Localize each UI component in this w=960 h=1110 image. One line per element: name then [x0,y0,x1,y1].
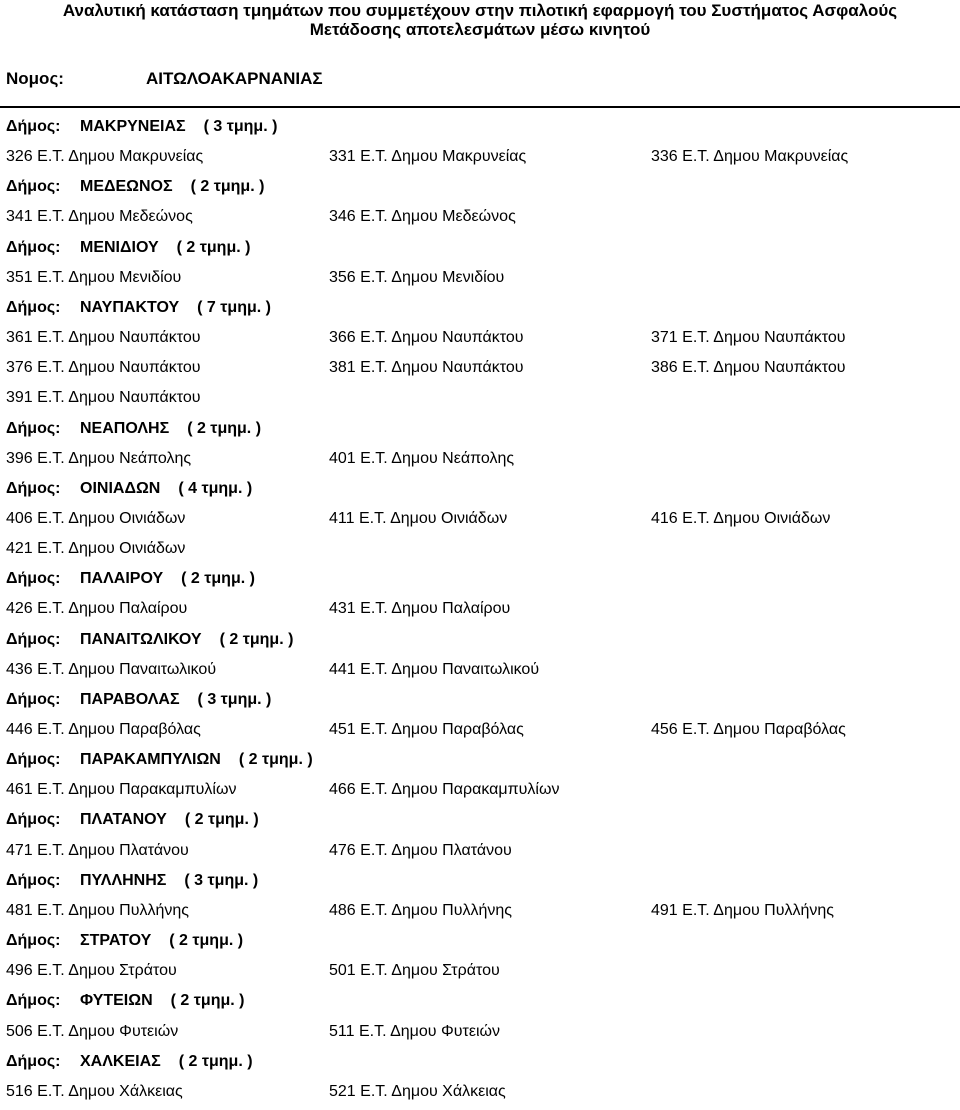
municipality-header [6,992,244,1010]
municipality-name: ΠΑΡΑΒΟΛΑΣ [80,690,180,708]
municipality-name: ΠΑΡΑΚΑΜΠΥΛΙΩΝ [80,751,221,769]
polling-section: 326 Ε.Τ. Δημου Μακρυνείας [6,148,204,166]
polling-section: 331 Ε.Τ. Δημου Μακρυνείας [329,148,527,166]
prefecture-name: ΑΙΤΩΛΟΑΚΑΡΝΑΝΙΑΣ [146,69,323,88]
polling-section: 346 Ε.Τ. Δημου Μεδεώνος [329,208,516,226]
polling-section: 401 Ε.Τ. Δημου Νεάπολης [329,449,515,467]
polling-section: 521 Ε.Τ. Δημου Χάλκειας [329,1082,506,1100]
section-count: ( 3 τμημ. ) [184,871,259,889]
section-count: ( 2 τμημ. ) [238,751,313,769]
polling-section: 451 Ε.Τ. Δημου Παραβόλας [329,721,524,738]
municipality-label: Δήμος: [6,419,61,437]
polling-section: 481 Ε.Τ. Δημου Πυλλήνης [6,901,189,919]
polling-section: 376 Ε.Τ. Δημου Ναυπάκτου [6,359,201,377]
prefecture-header [6,69,323,89]
municipality-label: Δήμος: [6,1052,61,1070]
municipality-header [6,480,252,498]
polling-section: 356 Ε.Τ. Δημου Μενιδίου [329,268,505,286]
section-count: ( 2 τμημ. ) [181,570,255,588]
polling-section: 421 Ε.Τ. Δημου Οινιάδων [6,540,186,558]
municipality-label: Δήμος: [6,178,61,196]
municipality-label: Δήμος: [6,118,61,135]
polling-section: 471 Ε.Τ. Δημου Πλατάνου [6,841,189,859]
municipality-header [6,751,313,769]
municipality-name: ΧΑΛΚΕΙΑΣ [80,1052,161,1070]
municipality-name: ΠΑΝΑΙΤΩΛΙΚΟΥ [80,630,202,648]
municipality-name: ΦΥΤΕΙΩΝ [80,992,153,1010]
section-count: ( 2 τμημ. ) [184,811,259,829]
municipality-header [6,420,261,438]
municipality-header [6,811,259,829]
municipality-label: Δήμος: [6,932,61,950]
polling-section: 441 Ε.Τ. Δημου Παναιτωλικού [329,660,540,678]
municipality-name: ΣΤΡΑΤΟΥ [80,932,152,950]
polling-section: 486 Ε.Τ. Δημου Πυλλήνης [329,901,512,919]
polling-section: 516 Ε.Τ. Δημου Χάλκειας [6,1082,183,1100]
polling-section: 411 Ε.Τ. Δημου Οινιάδων [329,509,508,527]
polling-section: 406 Ε.Τ. Δημου Οινιάδων [6,509,186,527]
polling-section: 371 Ε.Τ. Δημου Ναυπάκτου [651,329,846,347]
section-count: ( 3 τμημ. ) [197,690,272,708]
municipality-header [6,631,293,649]
polling-section: 386 Ε.Τ. Δημου Ναυπάκτου [651,359,846,377]
municipality-name: ΟΙΝΙΑΔΩΝ [80,479,161,497]
section-count: ( 7 τμημ. ) [197,298,271,316]
municipality-header [6,239,250,257]
polling-section: 391 Ε.Τ. Δημου Ναυπάκτου [6,389,201,407]
municipality-label: Δήμος: [6,751,61,769]
polling-section: 446 Ε.Τ. Δημου Παραβόλας [6,721,201,738]
section-count: ( 2 τμημ. ) [178,1052,253,1070]
prefecture-label: Νομος: [6,69,64,88]
municipality-label: Δήμος: [6,992,61,1010]
polling-section: 456 Ε.Τ. Δημου Παραβόλας [651,721,846,738]
municipality-header [6,178,264,196]
municipality-name: ΝΕΑΠΟΛΗΣ [80,419,170,437]
municipality-label: Δήμος: [6,479,61,497]
polling-section: 496 Ε.Τ. Δημου Στράτου [6,962,177,980]
polling-section: 501 Ε.Τ. Δημου Στράτου [329,962,500,980]
section-count: ( 2 τμημ. ) [219,630,294,648]
municipality-name: ΠΛΑΤΑΝΟΥ [80,811,167,829]
polling-section: 491 Ε.Τ. Δημου Πυλλήνης [651,901,834,919]
municipality-name: ΠΑΛΑΙΡΟΥ [80,570,164,588]
section-count: ( 2 τμημ. ) [190,178,265,196]
polling-section: 416 Ε.Τ. Δημου Οινιάδων [651,509,831,527]
polling-section: 351 Ε.Τ. Δημου Μενιδίου [6,268,182,286]
municipality-header [6,932,243,950]
section-count: ( 2 τμημ. ) [187,419,262,437]
municipality-label: Δήμος: [6,811,61,829]
municipality-header [6,299,271,317]
section-count: ( 4 τμημ. ) [178,479,253,497]
polling-section: 341 Ε.Τ. Δημου Μεδεώνος [6,208,193,226]
polling-section: 431 Ε.Τ. Δημου Παλαίρου [329,600,511,618]
municipality-name: ΜΑΚΡΥΝΕΙΑΣ [80,118,186,135]
section-count: ( 3 τμημ. ) [203,118,278,135]
polling-section: 366 Ε.Τ. Δημου Ναυπάκτου [329,329,524,347]
municipality-label: Δήμος: [6,238,61,256]
municipality-label: Δήμος: [6,570,61,588]
polling-section: 426 Ε.Τ. Δημου Παλαίρου [6,600,188,618]
municipality-label: Δήμος: [6,690,61,708]
municipality-header [6,691,271,709]
polling-section: 466 Ε.Τ. Δημου Παρακαμπυλίων [329,781,560,799]
polling-section: 461 Ε.Τ. Δημου Παρακαμπυλίων [6,781,237,799]
report-title-line-1: Αναλυτική κατάσταση τμημάτων που συμμετέχουν στην πιλοτική εφαρμογή του Συστήματος Ασφαλούς [62,1,898,20]
municipality-name: ΝΑΥΠΑΚΤΟΥ [80,298,180,316]
polling-section: 361 Ε.Τ. Δημου Ναυπάκτου [6,329,201,347]
municipality-name: ΜΕΝΙΔΙΟΥ [80,238,159,256]
polling-section: 511 Ε.Τ. Δημου Φυτειών [329,1022,501,1040]
section-count: ( 2 τμημ. ) [170,992,245,1010]
section-count: ( 2 τμημ. ) [176,238,251,256]
polling-section: 336 Ε.Τ. Δημου Μακρυνείας [651,148,849,166]
report-title-line-2: Μετάδοσης αποτελεσμάτων μέσω κινητού [309,20,651,39]
polling-section: 436 Ε.Τ. Δημου Παναιτωλικού [6,660,217,678]
polling-section: 476 Ε.Τ. Δημου Πλατάνου [329,841,512,859]
municipality-label: Δήμος: [6,871,61,889]
section-count: ( 2 τμημ. ) [169,932,244,950]
municipality-name: ΜΕΔΕΩΝΟΣ [80,178,173,196]
municipality-name: ΠΥΛΛΗΝΗΣ [80,871,167,889]
polling-section: 506 Ε.Τ. Δημου Φυτειών [6,1022,179,1040]
polling-section: 381 Ε.Τ. Δημου Ναυπάκτου [329,359,524,377]
header-divider [0,106,960,108]
municipality-header [6,872,258,890]
polling-section: 396 Ε.Τ. Δημου Νεάπολης [6,449,192,467]
municipality-header [6,1053,253,1071]
municipality-label: Δήμος: [6,630,61,648]
municipality-label: Δήμος: [6,298,61,316]
municipality-header [6,118,277,136]
municipality-header [6,570,255,588]
